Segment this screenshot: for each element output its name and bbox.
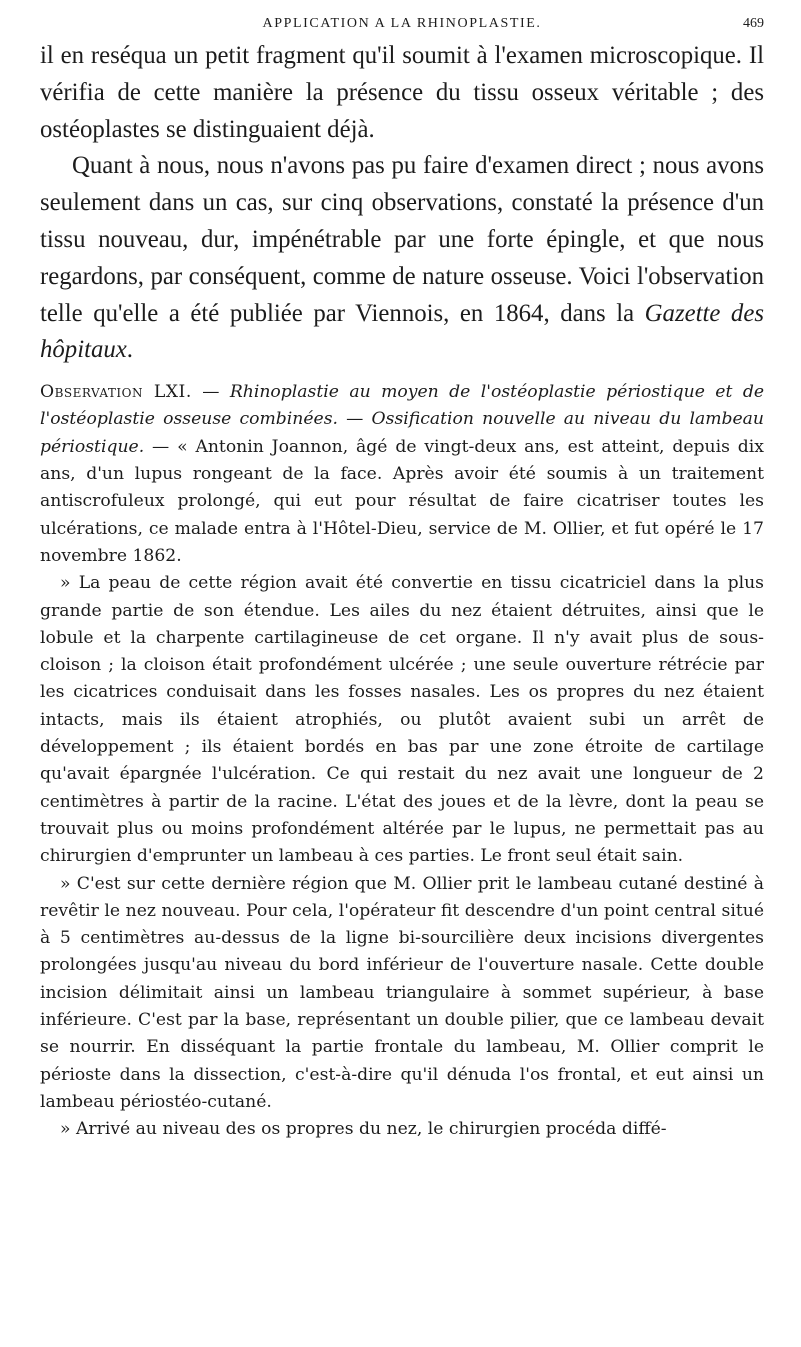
lead-paragraph-1: il en reséqua un petit fragment qu'il soumit à l'examen microscopique. Il vérifia de cette manière la présence du tissu osseux véritable ; des ostéoplastes se distinguaient déjà. bbox=[40, 42, 764, 143]
main-text bbox=[40, 38, 764, 369]
lead-paragraph-2 bbox=[40, 148, 764, 369]
observation-label: Observation LXI. bbox=[40, 382, 192, 403]
observation-subtitle: Ossification nouvelle au niveau du lambeau périostique. bbox=[40, 409, 764, 457]
observation-title: Rhinoplastie au moyen de l'ostéoplastie périostique et de l'ostéoplastie osseuse combinées. bbox=[40, 382, 764, 430]
observation-paragraph-2: » La peau de cette région avait été convertie en tissu cicatriciel dans la plus grande partie de son étendue. Les ailes du nez étaient détruites, ainsi que le lobule et la charpente cartilagineuse de cet organe. Il n'y avait plus de sous-cloison ; la cloison était profondément ulcérée ; une seule ouverture rétrécie par les cicatrices conduisait dans les fosses nasales. Les os propres du nez étaient intacts, mais ils étaient atrophiés, ou plutôt avaient subi un arrêt de développement ; ils étaient bordés en bas par une zone étroite de cartilage qu'avait épargnée l'ulcération. Ce qui restait du nez avait une longueur de 2 centimètres à partir de la racine. L'état des joues et de la lèvre, dont la peau se trouvait plus ou moins profondément altérée par le lupus, ne permettait pas au chirurgien d'emprunter un lambeau à ces parties. Le front seul était sain. bbox=[40, 573, 764, 867]
observation-dash-1: — bbox=[191, 382, 230, 403]
observation-dash-2: — bbox=[338, 409, 372, 430]
observation-block bbox=[40, 379, 764, 1143]
observation-paragraph-3: » C'est sur cette dernière région que M. Ollier prit le lambeau cutané destiné à revêtir le nez nouveau. Pour cela, l'opérateur fit descendre d'un point central situé à 5 centimètres au-dessus de la ligne bi-sourcilière deux incisions divergentes prolongées jusqu'au niveau du bord inférieur de l'ouverture nasale. Cette double incision délimitait ainsi un lambeau triangulaire à sommet supérieur, à base inférieure. C'est par la base, représentant un double pilier, que ce lambeau devait se nourrir. En disséquant la partie frontale du lambeau, M. Ollier comprit le périoste dans la dissection, c'est-à-dire qu'il dénuda l'os frontal, et eut ainsi un lambeau périostéo-cutané. bbox=[40, 873, 764, 1112]
running-title: APPLICATION A LA RHINOPLASTIE. bbox=[262, 16, 542, 31]
observation-paragraph-4: » Arrivé au niveau des os propres du nez, le chirurgien procéda diffé- bbox=[60, 1119, 667, 1140]
page-number: 469 bbox=[743, 16, 764, 31]
journal-title: Gazette des hôpitaux bbox=[40, 299, 764, 364]
lead-paragraph-2-text: Quant à nous, nous n'avons pas pu faire d'examen direct ; nous avons seulement dans un cas, sur cinq observations, constaté la présence d'un tissu nouveau, dur, impénétrable par une forte épingle, et que nous regardons, par conséquent, comme de nature osseuse. Voici l'observation telle qu'elle a été publiée par Viennois, en 1864, dans la bbox=[40, 152, 764, 327]
book-page bbox=[40, 14, 764, 1143]
lead-paragraph-2-end: . bbox=[126, 336, 133, 364]
running-head bbox=[40, 14, 764, 38]
observation-intro: — « Antonin Joannon, âgé de vingt-deux ans, est atteint, depuis dix ans, d'un lupus rongeant de la face. Après avoir été soumis à un traitement antiscrofuleux prolongé, qui eut pour résultat de faire cicatriser toutes les ulcérations, ce malade entra à l'Hôtel-Dieu, service de M. Ollier, et fut opéré le 17 novembre 1862. bbox=[40, 436, 764, 566]
observation-heading-paragraph bbox=[40, 379, 764, 570]
